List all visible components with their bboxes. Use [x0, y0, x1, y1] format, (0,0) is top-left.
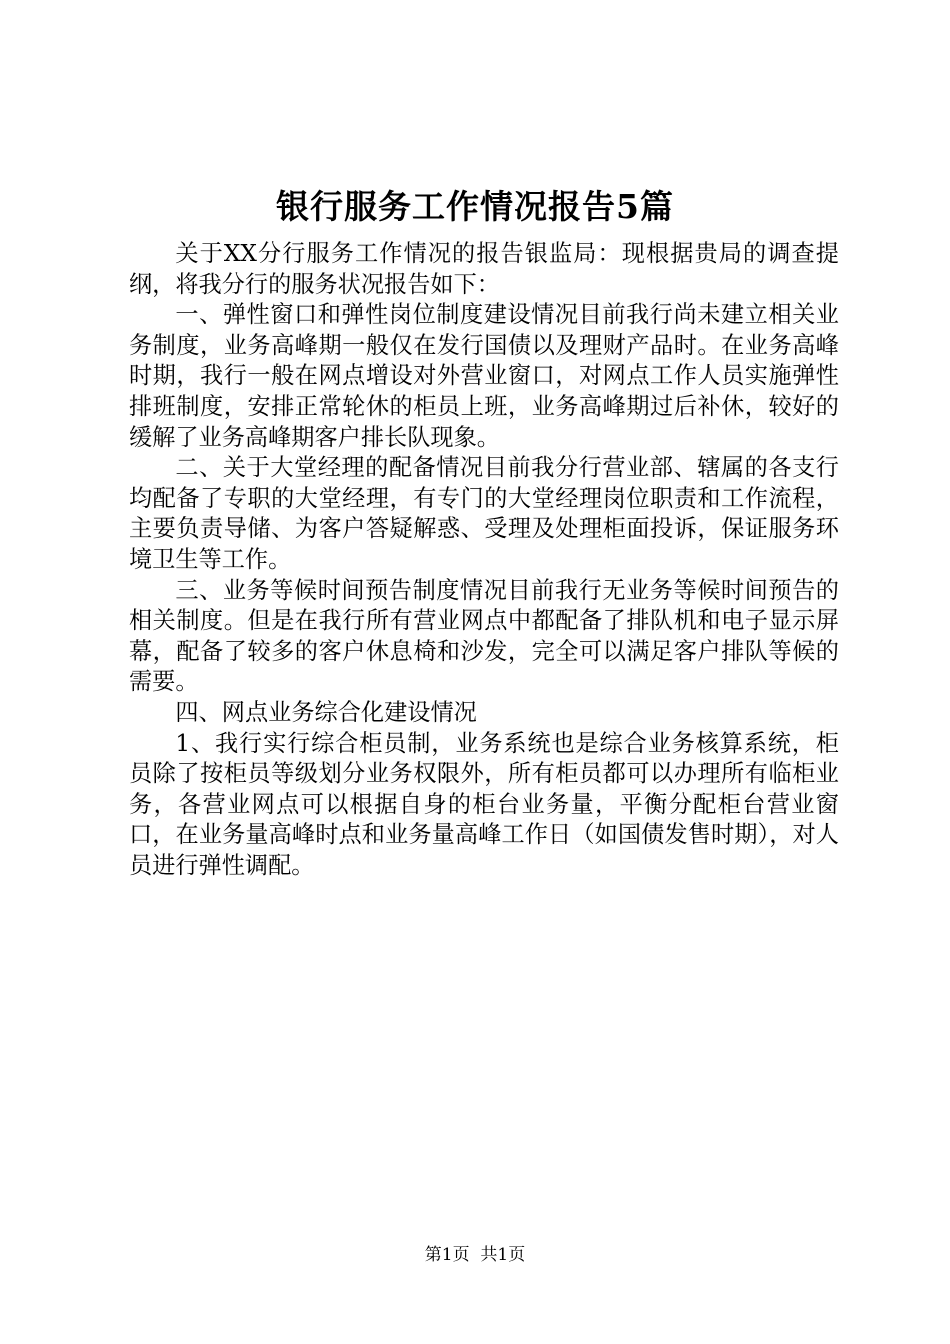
paragraph-lobby-manager: 二、关于大堂经理的配备情况目前我分行营业部、辖属的各支行均配备了专职的大堂经理，有专门的大堂经理岗位职责和工作流程，主要负责导储、为客户答疑解惑、受理及处理柜面投诉，保证服务环境卫生等工作。 [129, 454, 839, 573]
document-body [129, 239, 839, 881]
footer-spacer [470, 1245, 481, 1265]
paragraph-waiting-time: 三、业务等候时间预告制度情况目前我行无业务等候时间预告的相关制度。但是在我行所有营业网点中都配备了排队机和电子显示屏幕，配备了较多的客户休息椅和沙发，完全可以满足客户排队等候的需要。 [129, 576, 839, 696]
paragraph-section-four-heading: 四、网点业务综合化建设情况 [175, 698, 477, 726]
page-number: 第1页 [424, 1245, 470, 1265]
paragraph-intro: 关于XX分行服务工作情况的报告银监局：现根据贵局的调查提纲，将我分行的服务状况报告如下： [129, 240, 839, 298]
page-total: 共1页 [480, 1245, 526, 1265]
paragraph-comprehensive-teller: 1、我行实行综合柜员制，业务系统也是综合业务核算系统，柜员除了按柜员等级划分业务权限外，所有柜员都可以办理所有临柜业务，各营业网点可以根据自身的柜台业务量，平衡分配柜台营业窗口，在业务量高峰时点和业务量高峰工作日（如国债发售时期），对人员进行弹性调配。 [129, 729, 839, 879]
paragraph-flexible-windows: 一、弹性窗口和弹性岗位制度建设情况目前我行尚未建立相关业务制度，业务高峰期一般仅在发行国债以及理财产品时。在业务高峰时期，我行一般在网点增设对外营业窗口，对网点工作人员实施弹性排班制度，安排正常轮休的柜员上班，业务高峰期过后补休，较好的缓解了业务高峰期客户排长队现象。 [129, 301, 839, 451]
page-footer [0, 1244, 950, 1266]
document-title: 银行服务工作情况报告5篇 [276, 187, 674, 226]
